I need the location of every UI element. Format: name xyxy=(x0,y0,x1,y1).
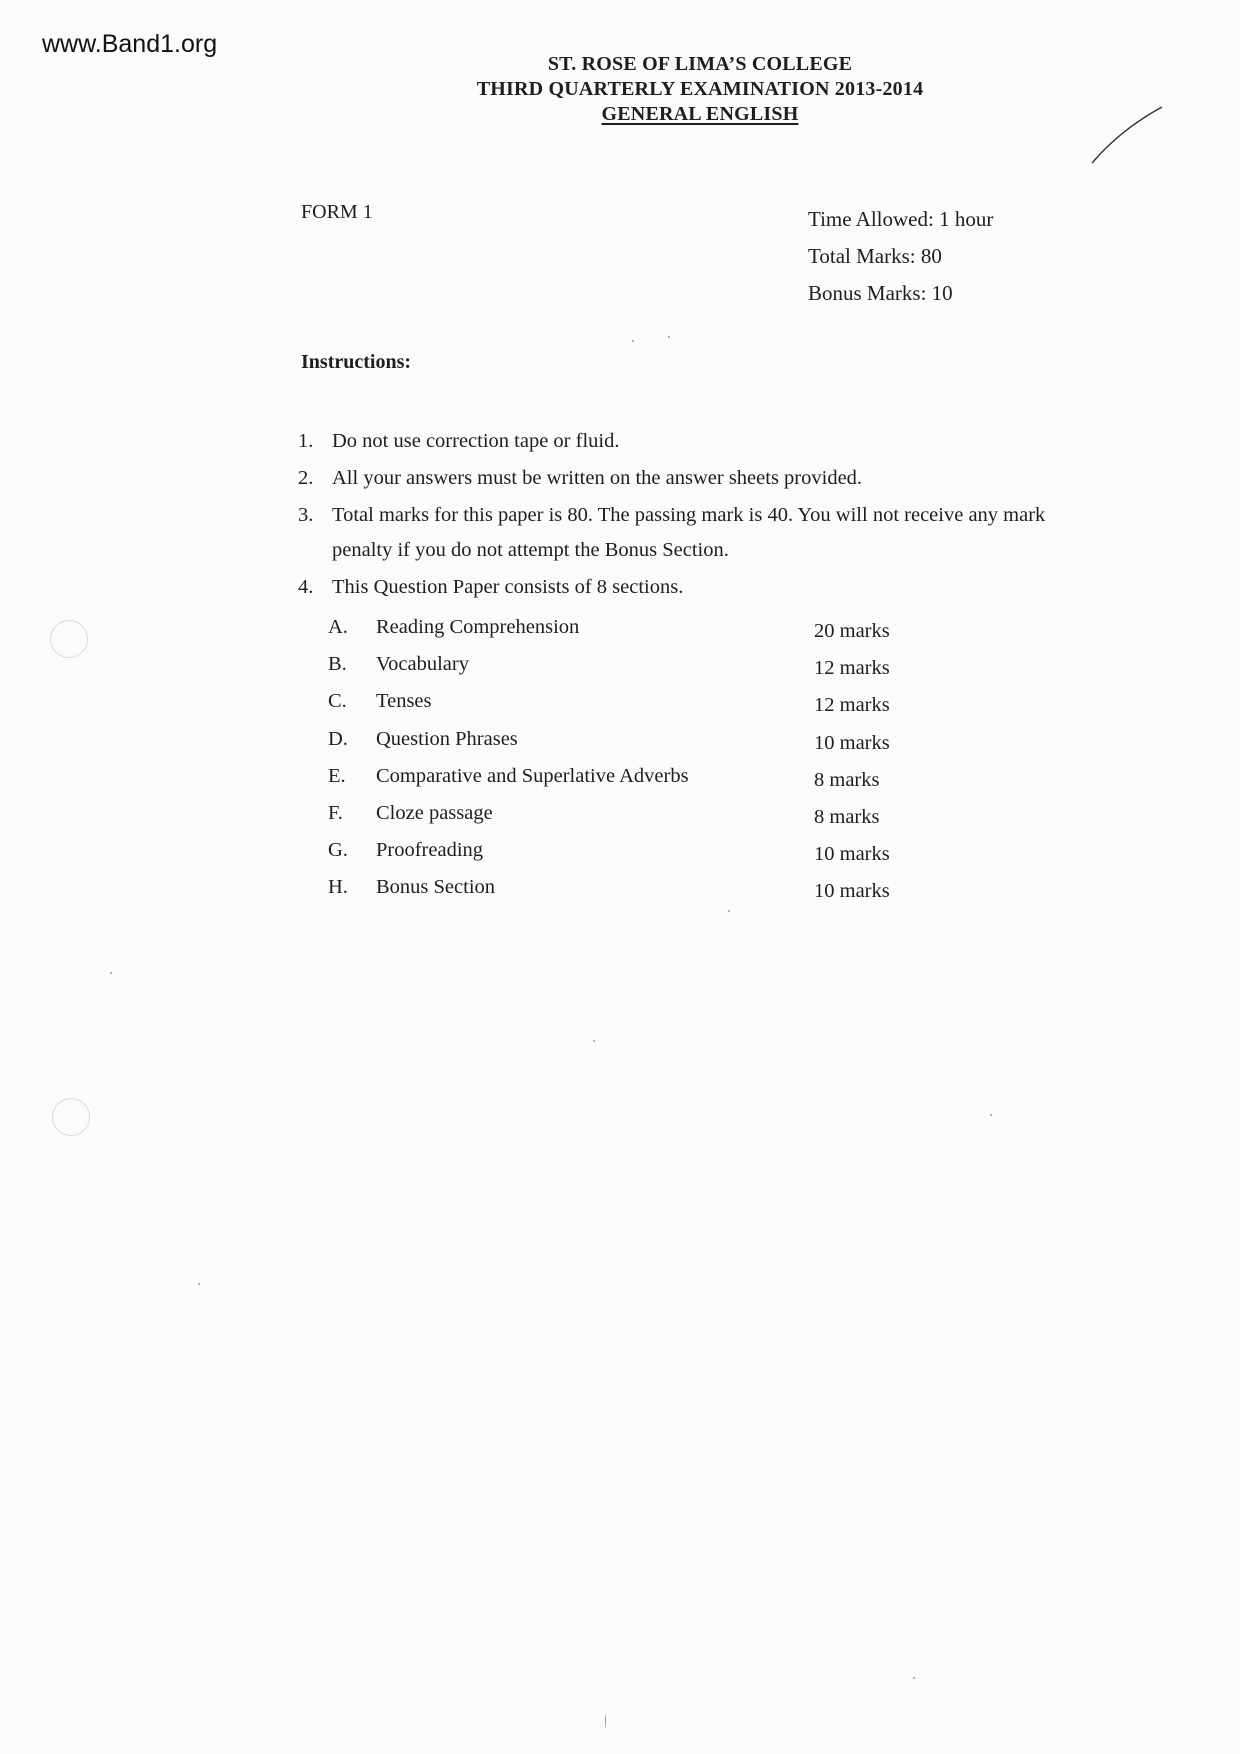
section-marks: 12 marks xyxy=(814,657,890,680)
website-watermark: www.Band1.org xyxy=(42,30,218,58)
section-letter: B. xyxy=(328,653,347,676)
section-name: Cloze passage xyxy=(376,801,493,824)
exam-header xyxy=(0,52,1240,127)
instructions-heading: Instructions: xyxy=(301,351,412,373)
pen-stroke-mark xyxy=(1090,105,1170,165)
scan-speck xyxy=(632,340,634,342)
section-letter: H. xyxy=(328,876,348,899)
section-name: Comparative and Superlative Adverbs xyxy=(376,764,689,787)
instruction-list xyxy=(298,424,1098,607)
section-marks: 12 marks xyxy=(814,694,890,717)
section-letter: A. xyxy=(328,616,348,638)
section-marks: 8 marks xyxy=(814,768,880,791)
section-letter: G. xyxy=(328,839,348,862)
instruction-text: Total marks for this paper is 80. The passing mark is 40. You will not receive any mark penalty if you do not attempt the Bonus Section. xyxy=(332,504,1046,561)
instruction-number: 1. xyxy=(298,430,314,452)
sections-list xyxy=(328,612,928,910)
section-row xyxy=(328,724,928,761)
section-row xyxy=(328,872,928,909)
section-row xyxy=(328,612,928,649)
section-name: Question Phrases xyxy=(376,727,518,750)
section-name: Proofreading xyxy=(376,839,484,862)
school-name: ST. ROSE OF LIMA’S COLLEGE xyxy=(547,53,853,75)
scan-speck xyxy=(593,1040,595,1042)
instruction-number: 4. xyxy=(298,576,314,598)
scan-speck xyxy=(110,972,112,974)
section-marks: 10 marks xyxy=(814,731,890,754)
scan-speck xyxy=(728,910,730,912)
section-marks: 8 marks xyxy=(814,805,880,828)
instruction-item xyxy=(298,570,1098,607)
bonus-marks: Bonus Marks: 10 xyxy=(808,281,953,305)
instruction-text: Do not use correction tape or fluid. xyxy=(332,430,620,452)
section-marks: 10 marks xyxy=(814,843,890,866)
punch-hole-mark xyxy=(52,1098,90,1136)
section-row xyxy=(328,649,928,686)
punch-hole-mark xyxy=(50,620,88,658)
section-letter: C. xyxy=(328,690,347,713)
section-letter: D. xyxy=(328,727,348,750)
section-row xyxy=(328,686,928,723)
section-row xyxy=(328,798,928,835)
scan-speck xyxy=(198,1283,200,1285)
instruction-number: 2. xyxy=(298,467,314,489)
subject-title: GENERAL ENGLISH xyxy=(601,103,799,125)
section-name: Tenses xyxy=(376,690,432,713)
section-marks: 10 marks xyxy=(814,880,890,903)
section-marks: 20 marks xyxy=(814,620,890,642)
section-name: Reading Comprehension xyxy=(376,616,580,638)
total-marks: Total Marks: 80 xyxy=(808,244,942,268)
scan-speck xyxy=(605,1714,606,1728)
exam-meta xyxy=(808,207,993,318)
section-letter: F. xyxy=(328,801,343,824)
scan-speck xyxy=(668,336,670,338)
section-row xyxy=(328,761,928,798)
instruction-number: 3. xyxy=(298,504,314,526)
instruction-item xyxy=(298,461,1098,498)
instruction-text: This Question Paper consists of 8 sections. xyxy=(332,576,684,598)
instruction-text: All your answers must be written on the answer sheets provided. xyxy=(332,467,863,489)
section-row xyxy=(328,835,928,872)
section-letter: E. xyxy=(328,764,346,787)
instruction-item xyxy=(298,424,1098,461)
time-allowed: Time Allowed: 1 hour xyxy=(808,207,994,231)
scan-speck xyxy=(913,1677,915,1679)
section-name: Vocabulary xyxy=(376,653,469,676)
exam-title: THIRD QUARTERLY EXAMINATION 2013-2014 xyxy=(476,78,924,100)
form-level: FORM 1 xyxy=(301,201,373,223)
section-name: Bonus Section xyxy=(376,876,496,899)
scan-speck xyxy=(990,1114,992,1116)
instruction-item xyxy=(298,498,1098,570)
